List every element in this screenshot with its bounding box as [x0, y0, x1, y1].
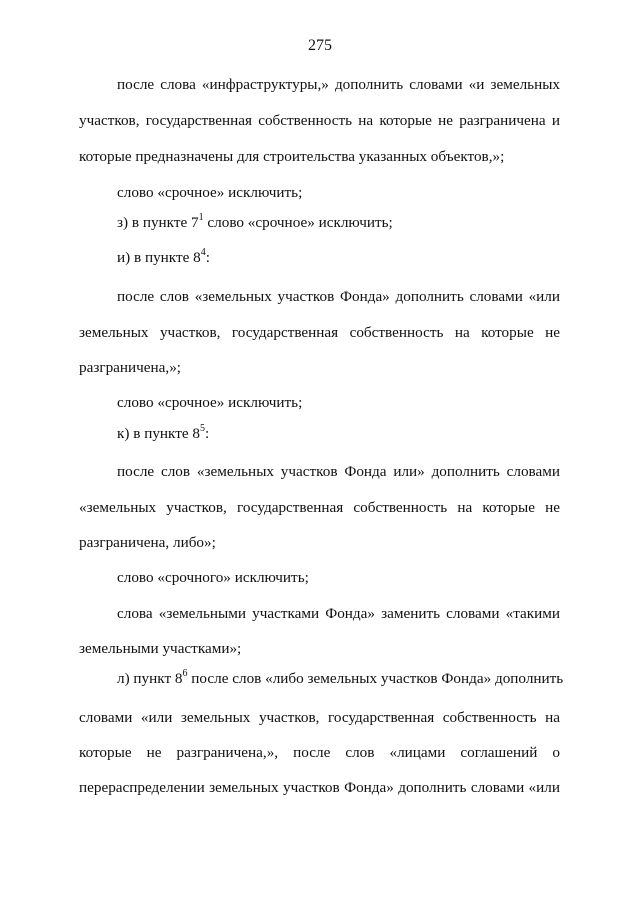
text-line: которые не разграничена,», после слов «лицами соглашений о [79, 744, 560, 761]
text-line: которые предназначены для строительства указанных объектов,»; [79, 148, 505, 165]
text-line [117, 667, 564, 690]
page-number: 275 [308, 37, 332, 54]
text-line: участков, государственная собственность на которые не разграничена и [79, 112, 560, 129]
text-line: слово «срочного» исключить; [117, 569, 309, 586]
text-line: слово «срочное» исключить; [117, 184, 303, 201]
superscript: 1 [198, 211, 204, 223]
text-span: : [205, 425, 210, 442]
text-span: и) в пункте 8 [117, 249, 201, 266]
text-line: после слова «инфраструктуры,» дополнить словами «и земельных [117, 76, 560, 93]
text-span: л) пункт 8 [117, 670, 183, 687]
text-line: слово «срочное» исключить; [117, 394, 303, 411]
text-line: после слов «земельных участков Фонда или» дополнить словами [117, 463, 560, 480]
text-span: к) в пункте 8 [117, 425, 200, 442]
text-line: словами «или земельных участков, государственная собственность на [79, 709, 560, 726]
superscript: 4 [200, 246, 206, 258]
superscript: 5 [200, 422, 205, 434]
text-line: разграничена,»; [79, 359, 182, 376]
text-line: «земельных участков, государственная собственность на которые не [79, 499, 560, 516]
text-line: слова «земельными участками Фонда» заменить словами «такими [117, 605, 560, 622]
text-span: : [205, 249, 210, 266]
text-line: земельных участков, государственная собственность на которые не [79, 324, 560, 341]
text-span: слово «срочное» исключить; [203, 214, 393, 231]
text-span: после слов «либо земельных участков Фонда» дополнить [187, 670, 564, 687]
text-line [117, 247, 210, 269]
text-line: земельными участками»; [79, 640, 242, 657]
superscript: 6 [182, 667, 188, 679]
text-span: з) в пункте 7 [117, 214, 199, 231]
text-line [117, 212, 393, 234]
text-line: перераспределении земельных участков Фонда» дополнить словами «или [79, 779, 560, 796]
text-line: после слов «земельных участков Фонда» дополнить словами «или [117, 288, 560, 305]
text-line [117, 423, 209, 445]
text-line: разграничена, либо»; [79, 534, 216, 551]
